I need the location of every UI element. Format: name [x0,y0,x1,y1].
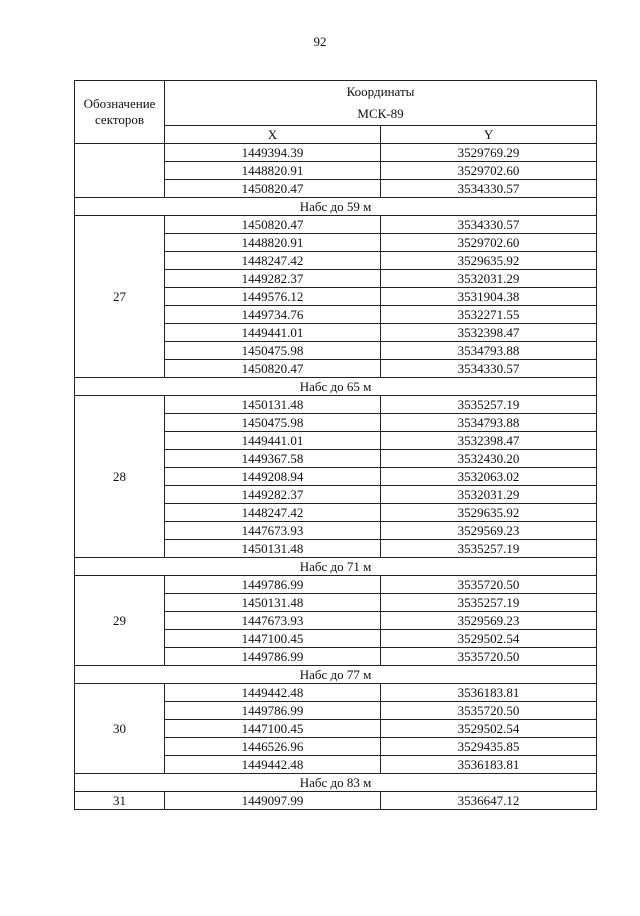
elevation-note-row [75,198,597,216]
coordinate-row [75,792,597,810]
x-coordinate: 1449282.37 [165,270,381,288]
y-coordinate: 3532430.20 [381,450,597,468]
sector-designation: 31 [75,792,165,810]
y-coordinate: 3534330.57 [381,180,597,198]
y-coordinate: 3529435.85 [381,738,597,756]
y-coordinate: 3529502.54 [381,720,597,738]
y-coordinate: 3535720.50 [381,702,597,720]
y-coordinate: 3529702.60 [381,162,597,180]
elevation-note: Набс до 59 м [75,198,597,216]
sector-designation [75,144,165,198]
page-number: 92 [313,34,327,49]
y-coordinate: 3536183.81 [381,756,597,774]
x-coordinate: 1447673.93 [165,612,381,630]
y-coordinate: 3532398.47 [381,432,597,450]
sector-designation: 29 [75,576,165,666]
coordinates-table [74,80,597,810]
y-coordinate: 3534793.88 [381,414,597,432]
x-coordinate: 1450131.48 [165,540,381,558]
elevation-note: Набс до 71 м [75,558,597,576]
x-coordinate: 1450131.48 [165,396,381,414]
y-coordinate: 3529769.29 [381,144,597,162]
sector-designation: 27 [75,216,165,378]
y-coordinate: 3536647.12 [381,792,597,810]
sector-header [75,81,165,144]
coords-title: Координаты [346,84,415,99]
x-coordinate: 1450475.98 [165,342,381,360]
x-coordinate: 1448820.91 [165,234,381,252]
elevation-note: Набс до 83 м [75,774,597,792]
x-coordinate: 1449441.01 [165,432,381,450]
x-coordinate: 1449576.12 [165,288,381,306]
y-coordinate: 3535720.50 [381,576,597,594]
coordinate-row [75,396,597,414]
y-coordinate: 3534793.88 [381,342,597,360]
y-coordinate: 3532398.47 [381,324,597,342]
x-coordinate: 1449786.99 [165,576,381,594]
y-coordinate: 3529502.54 [381,630,597,648]
x-coordinate: 1447673.93 [165,522,381,540]
x-coordinate: 1446526.96 [165,738,381,756]
coordinate-row [75,144,597,162]
coordinate-row [75,576,597,594]
y-coordinate: 3535257.19 [381,594,597,612]
y-coordinate: 3532031.29 [381,270,597,288]
elevation-note: Набс до 65 м [75,378,597,396]
y-coordinate: 3535257.19 [381,396,597,414]
y-coordinate: 3535720.50 [381,648,597,666]
x-coordinate: 1449208.94 [165,468,381,486]
x-coordinate: 1450820.47 [165,216,381,234]
elevation-note: Набс до 77 м [75,666,597,684]
y-column-header: Y [381,126,597,144]
coordinate-row [75,684,597,702]
x-coordinate: 1450131.48 [165,594,381,612]
coordinates-table-body [75,81,597,810]
x-coordinate: 1447100.45 [165,630,381,648]
x-coordinate: 1449734.76 [165,306,381,324]
y-coordinate: 3535257.19 [381,540,597,558]
x-coordinate: 1450820.47 [165,180,381,198]
y-coordinate: 3532063.02 [381,468,597,486]
sector-designation: 28 [75,396,165,558]
coords-subtitle: МСК-89 [357,106,404,121]
sector-header-line2: секторов [95,112,144,127]
y-coordinate: 3531904.38 [381,288,597,306]
x-coordinate: 1448247.42 [165,504,381,522]
y-coordinate: 3534330.57 [381,360,597,378]
elevation-note-row [75,378,597,396]
elevation-note-row [75,774,597,792]
y-coordinate: 3532031.29 [381,486,597,504]
coords-header [165,81,597,126]
x-coordinate: 1448247.42 [165,252,381,270]
x-coordinate: 1449367.58 [165,450,381,468]
y-coordinate: 3529702.60 [381,234,597,252]
x-coordinate: 1450820.47 [165,360,381,378]
x-coordinate: 1447100.45 [165,720,381,738]
x-coordinate: 1449394.39 [165,144,381,162]
y-coordinate: 3532271.55 [381,306,597,324]
x-column-header: X [165,126,381,144]
y-coordinate: 3529635.92 [381,504,597,522]
sector-header-line1: Обозначение [83,96,156,111]
elevation-note-row [75,666,597,684]
x-coordinate: 1449442.48 [165,756,381,774]
y-coordinate: 3534330.57 [381,216,597,234]
x-coordinate: 1449282.37 [165,486,381,504]
elevation-note-row [75,558,597,576]
x-coordinate: 1449786.99 [165,702,381,720]
x-coordinate: 1449442.48 [165,684,381,702]
x-coordinate: 1450475.98 [165,414,381,432]
y-coordinate: 3529569.23 [381,522,597,540]
x-coordinate: 1449097.99 [165,792,381,810]
header-row [75,81,597,126]
y-coordinate: 3529569.23 [381,612,597,630]
y-coordinate: 3536183.81 [381,684,597,702]
x-coordinate: 1449786.99 [165,648,381,666]
x-coordinate: 1449441.01 [165,324,381,342]
x-coordinate: 1448820.91 [165,162,381,180]
sector-designation: 30 [75,684,165,774]
coordinate-row [75,216,597,234]
y-coordinate: 3529635.92 [381,252,597,270]
